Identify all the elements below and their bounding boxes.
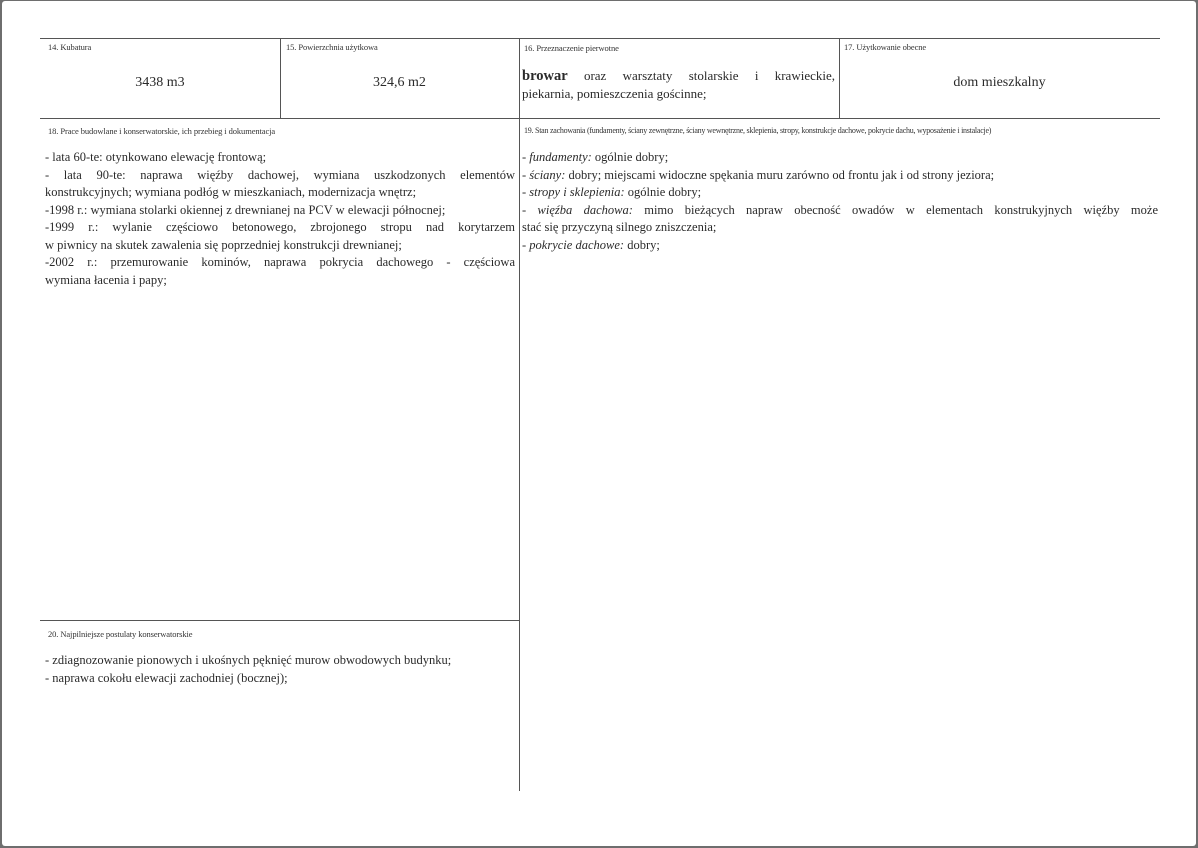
powierzchnia-label: 15. Powierzchnia użytkowa <box>286 42 378 52</box>
prace-line: -2002 r.: przemurowanie kominów, naprawa pokrycia dachowego - częściowa <box>45 255 515 269</box>
section-divider-postulaty <box>40 620 519 621</box>
stan-list <box>522 149 1158 254</box>
stan-item-term: ściany: <box>529 167 566 182</box>
stan-item-text: dobry; <box>624 237 660 252</box>
stan-item-text: ogólnie dobry; <box>624 185 702 199</box>
stan-item-prefix: - <box>522 237 530 252</box>
stan-item-prefix: - <box>522 202 538 217</box>
przeznaczenie-line-1-rest: oraz warsztaty stolarskie i krawieckie, <box>567 68 835 83</box>
prace-list <box>45 149 515 289</box>
przeznaczenie-line-1 <box>522 67 835 85</box>
przeznaczenie-label: 16. Przeznaczenie pierwotne <box>524 43 619 53</box>
stan-item <box>522 184 1158 202</box>
prace-line: -1998 r.: wymiana stolarki okiennej z drewnianej na PCV w elewacji północnej; <box>45 202 446 217</box>
prace-label: 18. Prace budowlane i konserwatorskie, ich przebieg i dokumentacja <box>48 126 276 136</box>
uzytkowanie-value: dom mieszkalny <box>953 75 1046 90</box>
stan-item-prefix: - <box>522 167 530 182</box>
postulaty-list <box>45 652 517 687</box>
powierzchnia-value: 324,6 m2 <box>373 75 426 90</box>
stan-item-text: dobry; miejscami widoczne spękania muru zarówno od frontu jak i od strony jeziora; <box>565 167 995 182</box>
prace-line: - lata 90-te: naprawa więźby dachowej, wymiana uszkodzonych elementów <box>45 167 515 182</box>
stan-item <box>522 237 1158 255</box>
stan-item-prefix: - <box>522 150 530 164</box>
stan-item-term: pokrycie dachowe: <box>529 237 625 252</box>
document-page <box>2 1 1196 846</box>
prace-line: - lata 60-te: otynkowano elewację frontową; <box>45 150 267 164</box>
stan-item <box>522 219 1158 237</box>
stan-label: 19. Stan zachowania (fundamenty, ściany zewnętrzne, ściany wewnętrzne, sklepienia, stropy, konstrukcje dachowe, pokrycie dachu, wyposażenie i instalacje) <box>524 126 992 135</box>
stan-item <box>522 149 1158 167</box>
uzytkowanie-label: 17. Użytkowanie obecne <box>844 42 927 52</box>
postulaty-line: - zdiagnozowanie pionowych i ukośnych pęknięć murow obwodowych budynku; <box>45 653 452 667</box>
stan-item-text: mimo bieżących napraw obecność owadów w elementach konstrukyjnych więźby może <box>632 202 1158 217</box>
row-divider <box>40 118 1160 119</box>
postulaty-label: 20. Najpilniejsze postulaty konserwatorskie <box>48 629 193 639</box>
stan-item-text: stać się przyczyną silnego zniszczenia; <box>522 220 717 234</box>
stan-item-prefix: - <box>522 185 530 199</box>
prace-line: -1999 r.: wylanie częściowo betonowego, zbrojonego stropu nad korytarzem <box>45 220 515 234</box>
stan-item <box>522 167 1158 185</box>
kubatura-value: 3438 m3 <box>135 75 185 90</box>
przeznaczenie-bold-word: browar <box>522 68 568 84</box>
stan-item-text: ogólnie dobry; <box>591 150 669 164</box>
top-rule <box>40 38 1160 39</box>
przeznaczenie-value <box>522 67 835 103</box>
stan-item-term: stropy i sklepienia: <box>529 185 625 199</box>
col-divider-2 <box>519 38 520 791</box>
prace-line: wymiana łacenia i papy; <box>45 272 167 287</box>
kubatura-label: 14. Kubatura <box>48 42 92 52</box>
prace-line: konstrukcyjnych; wymiana podłóg w mieszkaniach, modernizacja wnętrz; <box>45 185 417 199</box>
stan-item <box>522 202 1158 220</box>
stan-item-term: fundamenty: <box>529 150 592 164</box>
stan-item-term: więźba dachowa: <box>537 202 633 217</box>
postulaty-line: - naprawa cokołu elewacji zachodniej (bocznej); <box>45 670 288 685</box>
przeznaczenie-line-2: piekarnia, pomieszczenia gościnne; <box>522 86 707 101</box>
prace-line: w piwnicy na skutek zawalenia się poprzedniej konstrukcji drewnianej; <box>45 237 402 252</box>
